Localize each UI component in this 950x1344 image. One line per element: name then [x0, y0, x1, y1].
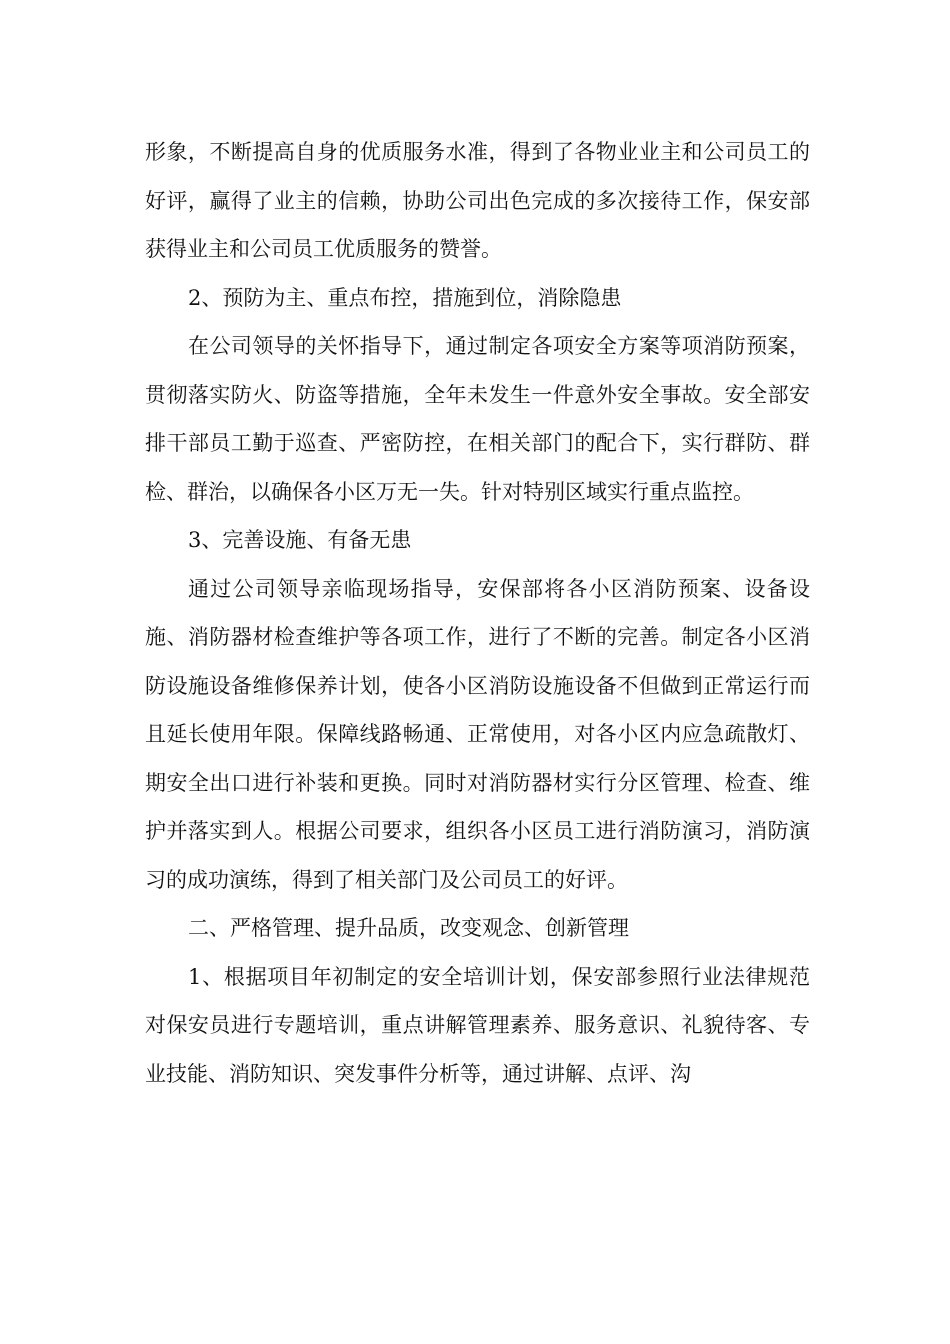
paragraph-prevention: 在公司领导的关怀指导下，通过制定各项安全方案等项消防预案，贯彻落实防火、防盗等措施，全年未发生一件意外安全事故。安全部安排干部员工勤于巡查、严密防控，在相关部门的配合下，实行群防、群检、群治，以确保各小区万无一失。针对特别区域实行重点监控。 — [145, 334, 810, 504]
section-heading-2: 2、预防为主、重点布控，措施到位，消除隐患 — [188, 285, 622, 310]
section-heading-3: 3、完善设施、有备无患 — [188, 528, 412, 552]
section-heading-part-two: 二、严格管理、提升品质，改变观念、创新管理 — [188, 916, 629, 940]
paragraph-training: 1、根据项目年初制定的安全培训计划，保安部参照行业法律规范对保安员进行专题培训，重点讲解管理素养、服务意识、礼貌待客、专业技能、消防知识、突发事件分析等，通过讲解、点评、沟 — [145, 964, 810, 1086]
paragraph-facilities: 通过公司领导亲临现场指导，安保部将各小区消防预案、设备设施、消防器材检查维护等各项工作，进行了不断的完善。制定各小区消防设施设备维修保养计划，使各小区消防设施设备不但做到正常运行而且延长使用年限。保障线路畅通、正常使用，对各小区内应急疏散灯、期安全出口进行补装和更换。同时对消防器材实行分区管理、检查、维护并落实到人。根据公司要求，组织各小区员工进行消防演习，消防演习的成功演练，得到了相关部门及公司员工的好评。 — [145, 576, 810, 892]
paragraph-continuation: 形象，不断提高自身的优质服务水准，得到了各物业业主和公司员工的好评，赢得了业主的信赖，协助公司出色完成的多次接待工作，保安部获得业主和公司员工优质服务的赞誉。 — [145, 140, 810, 261]
document-body — [145, 128, 810, 1098]
